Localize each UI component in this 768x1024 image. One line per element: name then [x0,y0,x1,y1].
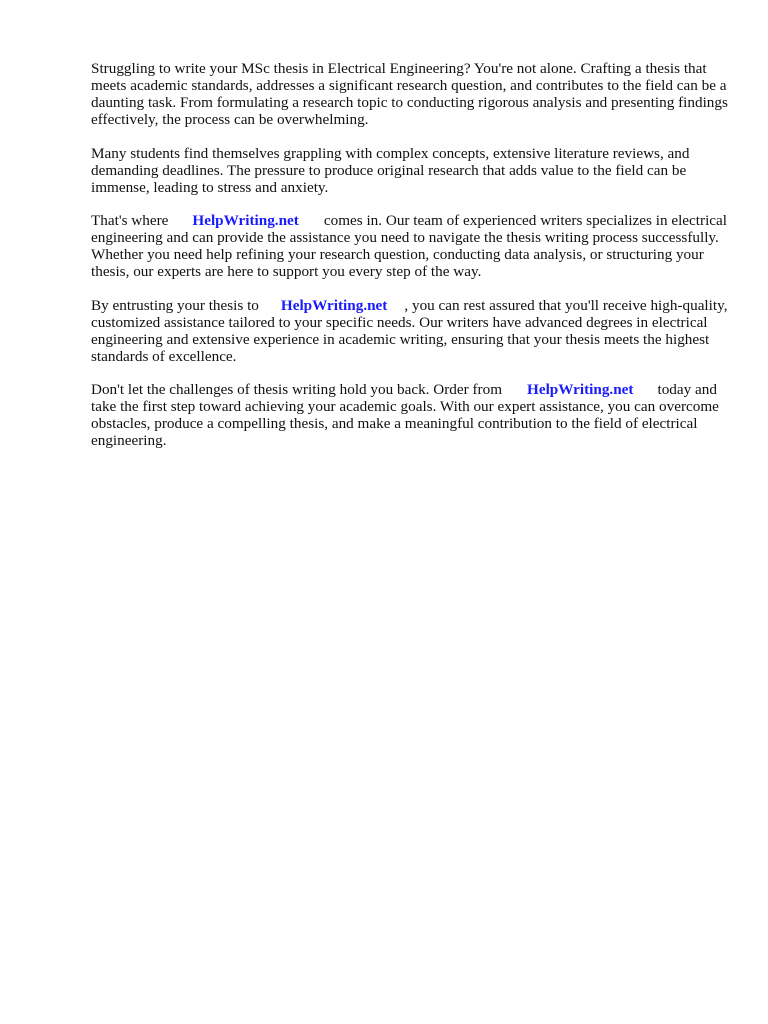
paragraph-assurance-rest: , you can rest assured that you'll receive high-quality, customized assistance tailored to your specific needs. Our writers have advanced degrees in electrical engineering and extensive experience in academic writing, ensuring that your thesis meets the highest standards of excellence. [91,296,728,365]
paragraph-solution [91,212,731,280]
paragraph-solution-lead: That's where [91,212,169,229]
paragraph-cta-rest: today and take the first step toward achieving your academic goals. With our expert assistance, you can overcome obstacles, produce a compelling thesis, and make a meaningful contribution to the field of electrical engineering. [91,381,719,449]
paragraph-intro-text: Struggling to write your MSc thesis in Electrical Engineering? You're not alone. Crafting a thesis that meets academic standards, addresses a significant research question, and contributes to the field can be a daunting task. From formulating a research topic to conducting rigorous analysis and presenting findings effectively, the process can be overwhelming. [91,60,728,128]
paragraph-challenges-text: Many students find themselves grappling with complex concepts, extensive literature reviews, and demanding deadlines. The pressure to produce original research that adds value to the field can be immense, leading to stress and anxiety. [91,144,690,196]
paragraph-assurance [91,297,731,365]
paragraph-cta-lead: Don't let the challenges of thesis writing hold you back. Order from [91,381,503,398]
helpwriting-link-3[interactable]: HelpWriting.net [527,381,634,398]
paragraph-assurance-lead: By entrusting your thesis to [91,296,259,314]
paragraph-intro [91,60,731,128]
helpwriting-link-1[interactable]: HelpWriting.net [192,212,299,229]
paragraph-solution-rest: comes in. Our team of experienced writers specializes in electrical engineering and can provide the assistance you need to navigate the thesis writing process successfully. Whether you need help refining your research question, conducting data analysis, or structuring your thesis, our experts are here to support you every step of the way. [91,212,727,280]
paragraph-call-to-action [91,381,731,449]
document-body [91,60,731,466]
paragraph-challenges [91,145,731,196]
helpwriting-link-2[interactable]: HelpWriting.net [280,296,388,314]
